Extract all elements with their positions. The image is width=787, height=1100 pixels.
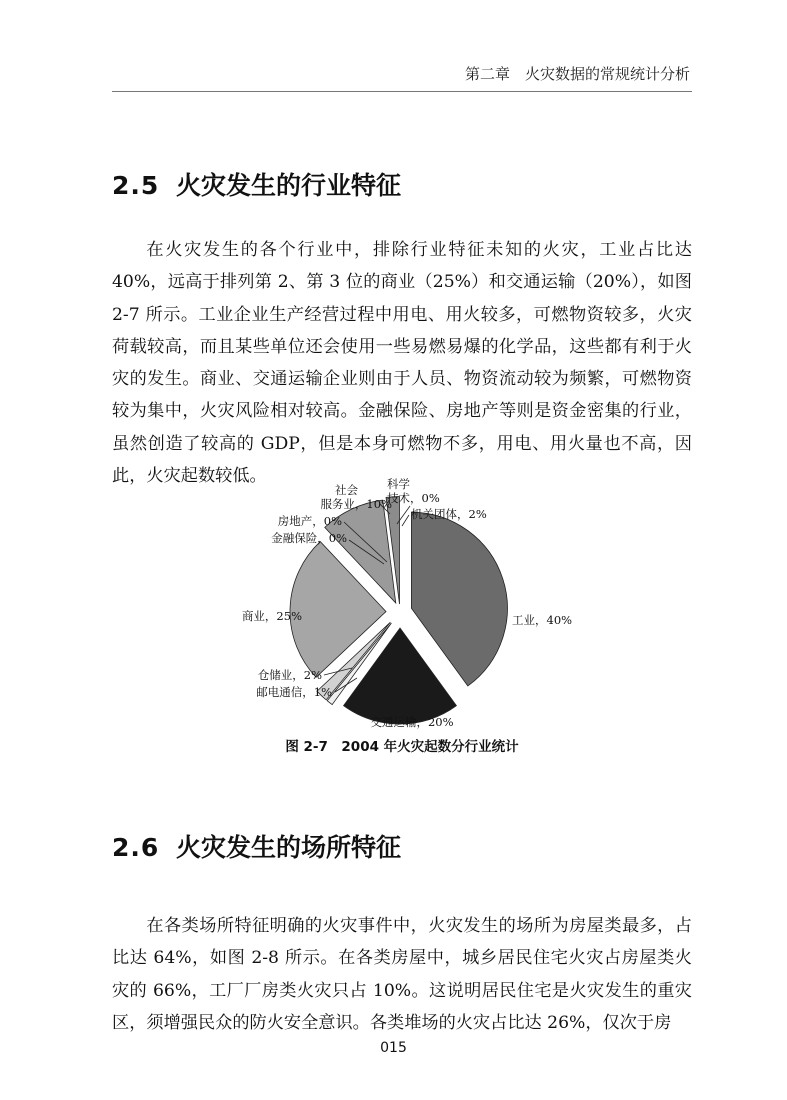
page-number: 015 (380, 1040, 407, 1056)
pie-slice-4-label: 仓储业，2% (257, 668, 322, 682)
pie-slice-9-label (387, 477, 440, 505)
section-title-text: 火灾发生的场所特征 (176, 833, 402, 862)
running-head (112, 62, 692, 92)
pie-slice-10-label: 机关团体，2% (411, 507, 487, 521)
pie-slice-1-label: 工业，40% (512, 613, 573, 627)
pie-slice-10-leader (402, 515, 409, 526)
pie-chart-figure (212, 474, 592, 756)
running-head-title: 第二章 火灾数据的常规统计分析 (464, 65, 690, 83)
pie-slice-3-label: 邮电通信，1% (256, 685, 332, 699)
pie-slice-8-label-line: 服务业，10% (320, 497, 392, 511)
pie-slice-9-label-line: 技术，0% (387, 491, 440, 505)
paragraph-industry: 在火灾发生的各个行业中，排除行业特征未知的火灾，工业占比达40%，远高于排列第 2、第 3 位的商业（25%）和交通运输（20%），如图 2-7 所示。工业企业生产经营过程中用电、用火较多，可燃物资较多，火灾荷载较高，而且某些单位还会使用一些易燃易爆的化学品，这些都有利于火灾的发生。商业、交通运输企业则由于人员、物资流动较为频繁，可燃物资较为集中，火灾风险相对较高。金融保险、房地产等则是资金密集的行业，虽然创造了较高的 GDP，但是本身可燃物不多，用电、用火量也不高，因此，火灾起数较低。 (112, 240, 692, 487)
section-heading-2-5 (112, 166, 401, 202)
pie-slice-8-label (320, 483, 392, 511)
section-heading-2-6 (112, 828, 401, 864)
pie-slice-6-label: 金融保险，0% (271, 531, 347, 545)
pie-chart (212, 474, 592, 736)
section-number: 2.5 (112, 171, 160, 200)
pie-slice-8-label-line: 社会 (335, 483, 358, 497)
pie-slice-7-label: 房地产，0% (277, 514, 342, 528)
section-title-text: 火灾发生的行业特征 (176, 171, 402, 200)
pie-slice-1 (411, 512, 507, 686)
pie-slice-2-label: 交通运输，20% (370, 715, 454, 729)
pie-slice-5-label: 商业，25% (241, 609, 302, 623)
pie-slice-9-label-line: 科学 (387, 477, 410, 491)
section-number: 2.6 (112, 833, 160, 862)
figure-caption: 图 2-7 2004 年火灾起数分行业统计 (285, 739, 519, 755)
paragraph-location: 在各类场所特征明确的火灾事件中，火灾发生的场所为房屋类最多，占比达 64%，如图 2-8 所示。在各类房屋中，城乡居民住宅火灾占房屋类火灾的 66%，工厂厂房类火灾只占 10%。这说明居民住宅是火灾发生的重灾区，须增强民众的防火安全意识。各类堆场的火灾占比达 26%，仅次于房 (112, 916, 692, 1033)
